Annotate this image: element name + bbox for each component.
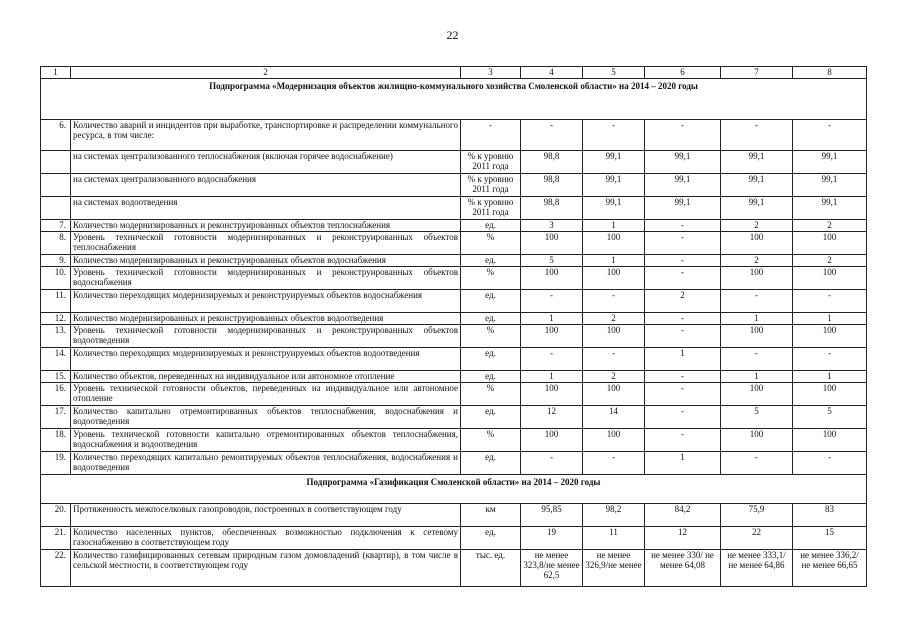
row-number: 14. (41, 348, 71, 371)
column-number: 2 (71, 67, 461, 79)
value-year: 99,1 (583, 197, 645, 220)
value-year: 19 (521, 527, 583, 550)
value-year: 1 (645, 452, 721, 475)
indicator-name: Количество аварий и инцидентов при выработке, транспортировке и распределении коммунального ресурса, в том числе: (71, 120, 461, 151)
row-number: 6. (41, 120, 71, 151)
table-row (41, 120, 867, 151)
indicator-name: Уровень технической готовности капитально отремонтированных объектов теплоснабжения, водоснабжения и водоотведения (71, 429, 461, 452)
unit-of-measure: % к уровню 2011 года (461, 174, 521, 197)
value-year: 1 (793, 313, 867, 325)
table-row (41, 220, 867, 232)
value-year: 75,9 (721, 504, 793, 527)
value-year: - (521, 348, 583, 371)
table-row (41, 348, 867, 371)
value-year: 100 (583, 267, 645, 290)
indicators-table (40, 66, 867, 587)
indicator-name: Количество переходящих модернизируемых и реконструируемых объектов водоотведения (71, 348, 461, 371)
value-year: 1 (793, 371, 867, 383)
value-year: - (521, 452, 583, 475)
subprogram-heading-row (41, 475, 867, 504)
value-year: 5 (521, 255, 583, 267)
row-number (41, 174, 71, 197)
column-number: 7 (721, 67, 793, 79)
table-row (41, 383, 867, 406)
table-row (41, 151, 867, 174)
value-year: 100 (793, 325, 867, 348)
unit-of-measure: % к уровню 2011 года (461, 151, 521, 174)
unit-of-measure: - (461, 120, 521, 151)
row-number: 19. (41, 452, 71, 475)
row-number: 12. (41, 313, 71, 325)
value-year: 99,1 (721, 151, 793, 174)
column-number: 5 (583, 67, 645, 79)
row-number: 16. (41, 383, 71, 406)
value-year: 98,8 (521, 197, 583, 220)
value-year: - (793, 452, 867, 475)
value-year: 11 (583, 527, 645, 550)
table-row (41, 452, 867, 475)
table-row (41, 504, 867, 527)
value-year: 2 (721, 220, 793, 232)
table-row (41, 197, 867, 220)
value-year: 98,2 (583, 504, 645, 527)
row-number: 20. (41, 504, 71, 527)
table-row (41, 429, 867, 452)
value-year: - (721, 348, 793, 371)
unit-of-measure: ед. (461, 348, 521, 371)
value-year: 99,1 (793, 197, 867, 220)
row-number: 15. (41, 371, 71, 383)
table-row (41, 550, 867, 587)
value-year: - (645, 313, 721, 325)
row-number: 11. (41, 290, 71, 313)
value-year: 1 (521, 371, 583, 383)
indicator-name: Уровень технической готовности модернизированных и реконструированных объектов водоотведения (71, 325, 461, 348)
value-year: - (645, 383, 721, 406)
value-year: 1 (721, 313, 793, 325)
value-year: 22 (721, 527, 793, 550)
value-year: 100 (721, 429, 793, 452)
column-number: 6 (645, 67, 721, 79)
value-year: - (793, 348, 867, 371)
table-row (41, 313, 867, 325)
value-year: не менее 333,1/ не менее 64,86 (721, 550, 793, 587)
indicator-name: Протяженность межпоселковых газопроводов, построенных в соответствующем году (71, 504, 461, 527)
value-year: 99,1 (583, 151, 645, 174)
value-year: 2 (645, 290, 721, 313)
value-year: 5 (721, 406, 793, 429)
value-year: не менее 326,9/не менее (583, 550, 645, 587)
unit-of-measure: ед. (461, 452, 521, 475)
value-year: - (721, 120, 793, 151)
value-year: 84,2 (645, 504, 721, 527)
value-year: 99,1 (793, 174, 867, 197)
table-row (41, 325, 867, 348)
indicator-name: Количество населенных пунктов, обеспеченных возможностью подключения к сетевому газоснабжению в соответствующем году (71, 527, 461, 550)
value-year: - (583, 120, 645, 151)
row-number: 8. (41, 232, 71, 255)
value-year: 2 (793, 255, 867, 267)
value-year: 2 (583, 371, 645, 383)
value-year: 100 (793, 383, 867, 406)
row-number: 22. (41, 550, 71, 587)
value-year: - (793, 290, 867, 313)
value-year: 14 (583, 406, 645, 429)
value-year: 98,8 (521, 151, 583, 174)
value-year: - (645, 267, 721, 290)
unit-of-measure: ед. (461, 406, 521, 429)
subprogram-heading: Подпрограмма «Газификация Смоленской области» на 2014 – 2020 годы (41, 475, 867, 504)
value-year: 100 (793, 267, 867, 290)
indicator-name: Количество модернизированных и реконструированных объектов водоотведения (71, 313, 461, 325)
unit-of-measure: % к уровню 2011 года (461, 197, 521, 220)
value-year: 100 (583, 232, 645, 255)
value-year: - (521, 290, 583, 313)
indicator-name: Уровень технической готовности модернизированных и реконструированных объектов теплоснабжения (71, 232, 461, 255)
row-number: 21. (41, 527, 71, 550)
unit-of-measure: тыс. ед. (461, 550, 521, 587)
value-year: 83 (793, 504, 867, 527)
value-year: - (583, 348, 645, 371)
row-number: 7. (41, 220, 71, 232)
indicator-name: на системах централизованного водоснабжения (71, 174, 461, 197)
table-row (41, 232, 867, 255)
value-year: 2 (721, 255, 793, 267)
subprogram-heading-row (41, 79, 867, 120)
value-year: 100 (583, 325, 645, 348)
indicator-name: Количество переходящих капитально ремонтируемых объектов теплоснабжения, водоснабжения и водоотведения (71, 452, 461, 475)
value-year: 3 (521, 220, 583, 232)
value-year: не менее 323,8/не менее 62,5 (521, 550, 583, 587)
table-row (41, 174, 867, 197)
row-number (41, 197, 71, 220)
value-year: 1 (521, 313, 583, 325)
value-year: - (645, 325, 721, 348)
table-row (41, 371, 867, 383)
value-year: 12 (645, 527, 721, 550)
value-year: - (645, 371, 721, 383)
unit-of-measure: % (461, 267, 521, 290)
value-year: 99,1 (721, 197, 793, 220)
value-year: 100 (521, 232, 583, 255)
value-year: 99,1 (645, 197, 721, 220)
value-year: 100 (721, 383, 793, 406)
row-number (41, 151, 71, 174)
value-year: - (721, 452, 793, 475)
value-year: 100 (583, 429, 645, 452)
column-number: 3 (461, 67, 521, 79)
value-year: 100 (721, 232, 793, 255)
value-year: - (645, 232, 721, 255)
value-year: - (721, 290, 793, 313)
value-year: 100 (721, 325, 793, 348)
indicator-name: Уровень технической готовности объектов, переведенных на индивидуальное или автономное отопление (71, 383, 461, 406)
value-year: 99,1 (645, 174, 721, 197)
column-number: 8 (793, 67, 867, 79)
value-year: - (645, 120, 721, 151)
unit-of-measure: ед. (461, 255, 521, 267)
value-year: - (793, 120, 867, 151)
value-year: 100 (793, 429, 867, 452)
value-year: 1 (583, 255, 645, 267)
indicator-name: Количество капитально отремонтированных объектов теплоснабжения, водоснабжения и водоотведения (71, 406, 461, 429)
value-year: - (583, 452, 645, 475)
value-year: - (521, 120, 583, 151)
value-year: 99,1 (645, 151, 721, 174)
value-year: 100 (521, 267, 583, 290)
value-year: не менее 330/ не менее 64,08 (645, 550, 721, 587)
value-year: 99,1 (583, 174, 645, 197)
subprogram-heading: Подпрограмма «Модернизация объектов жилищно-коммунального хозяйства Смоленской области» на 2014 – 2020 годы (41, 79, 867, 120)
value-year: 99,1 (793, 151, 867, 174)
table-row (41, 255, 867, 267)
value-year: - (645, 220, 721, 232)
unit-of-measure: % (461, 325, 521, 348)
value-year: 1 (721, 371, 793, 383)
value-year: 2 (583, 313, 645, 325)
value-year: 5 (793, 406, 867, 429)
row-number: 9. (41, 255, 71, 267)
unit-of-measure: ед. (461, 220, 521, 232)
value-year: - (583, 290, 645, 313)
indicator-name: Количество газифицированных сетевым природным газом домовладений (квартир), в том числе в сельской местности, в соответствующем году (71, 550, 461, 587)
value-year: 99,1 (721, 174, 793, 197)
unit-of-measure: ед. (461, 371, 521, 383)
column-numbers-row (41, 67, 867, 79)
value-year: 2 (793, 220, 867, 232)
row-number: 10. (41, 267, 71, 290)
indicator-name: на системах централизованного теплоснабжения (включая горячее водоснабжение) (71, 151, 461, 174)
row-number: 17. (41, 406, 71, 429)
unit-of-measure: ед. (461, 290, 521, 313)
value-year: - (645, 429, 721, 452)
unit-of-measure: % (461, 232, 521, 255)
value-year: 1 (645, 348, 721, 371)
value-year: 1 (583, 220, 645, 232)
unit-of-measure: % (461, 383, 521, 406)
indicator-name: Количество модернизированных и реконструированных объектов водоснабжения (71, 255, 461, 267)
table-row (41, 527, 867, 550)
value-year: 12 (521, 406, 583, 429)
value-year: 100 (793, 232, 867, 255)
unit-of-measure: ед. (461, 527, 521, 550)
value-year: не менее 336,2/ не менее 66,65 (793, 550, 867, 587)
table-row (41, 406, 867, 429)
value-year: - (645, 255, 721, 267)
unit-of-measure: км (461, 504, 521, 527)
page-number: 22 (446, 28, 459, 42)
unit-of-measure: ед. (461, 313, 521, 325)
column-number: 4 (521, 67, 583, 79)
indicator-name: Количество объектов, переведенных на индивидуальное или автономное отопление (71, 371, 461, 383)
value-year: 95,85 (521, 504, 583, 527)
table-row (41, 267, 867, 290)
value-year: - (645, 406, 721, 429)
row-number: 18. (41, 429, 71, 452)
table-row (41, 290, 867, 313)
value-year: 100 (721, 267, 793, 290)
unit-of-measure: % (461, 429, 521, 452)
value-year: 100 (583, 383, 645, 406)
row-number: 13. (41, 325, 71, 348)
indicator-name: на системах водоотведения (71, 197, 461, 220)
column-number: 1 (41, 67, 71, 79)
value-year: 100 (521, 383, 583, 406)
indicator-name: Количество переходящих модернизируемых и реконструируемых объектов водоснабжения (71, 290, 461, 313)
value-year: 15 (793, 527, 867, 550)
indicator-name: Уровень технической готовности модернизированных и реконструированных объектов водоснабжения (71, 267, 461, 290)
value-year: 98,8 (521, 174, 583, 197)
indicator-name: Количество модернизированных и реконструированных объектов теплоснабжения (71, 220, 461, 232)
value-year: 100 (521, 429, 583, 452)
value-year: 100 (521, 325, 583, 348)
